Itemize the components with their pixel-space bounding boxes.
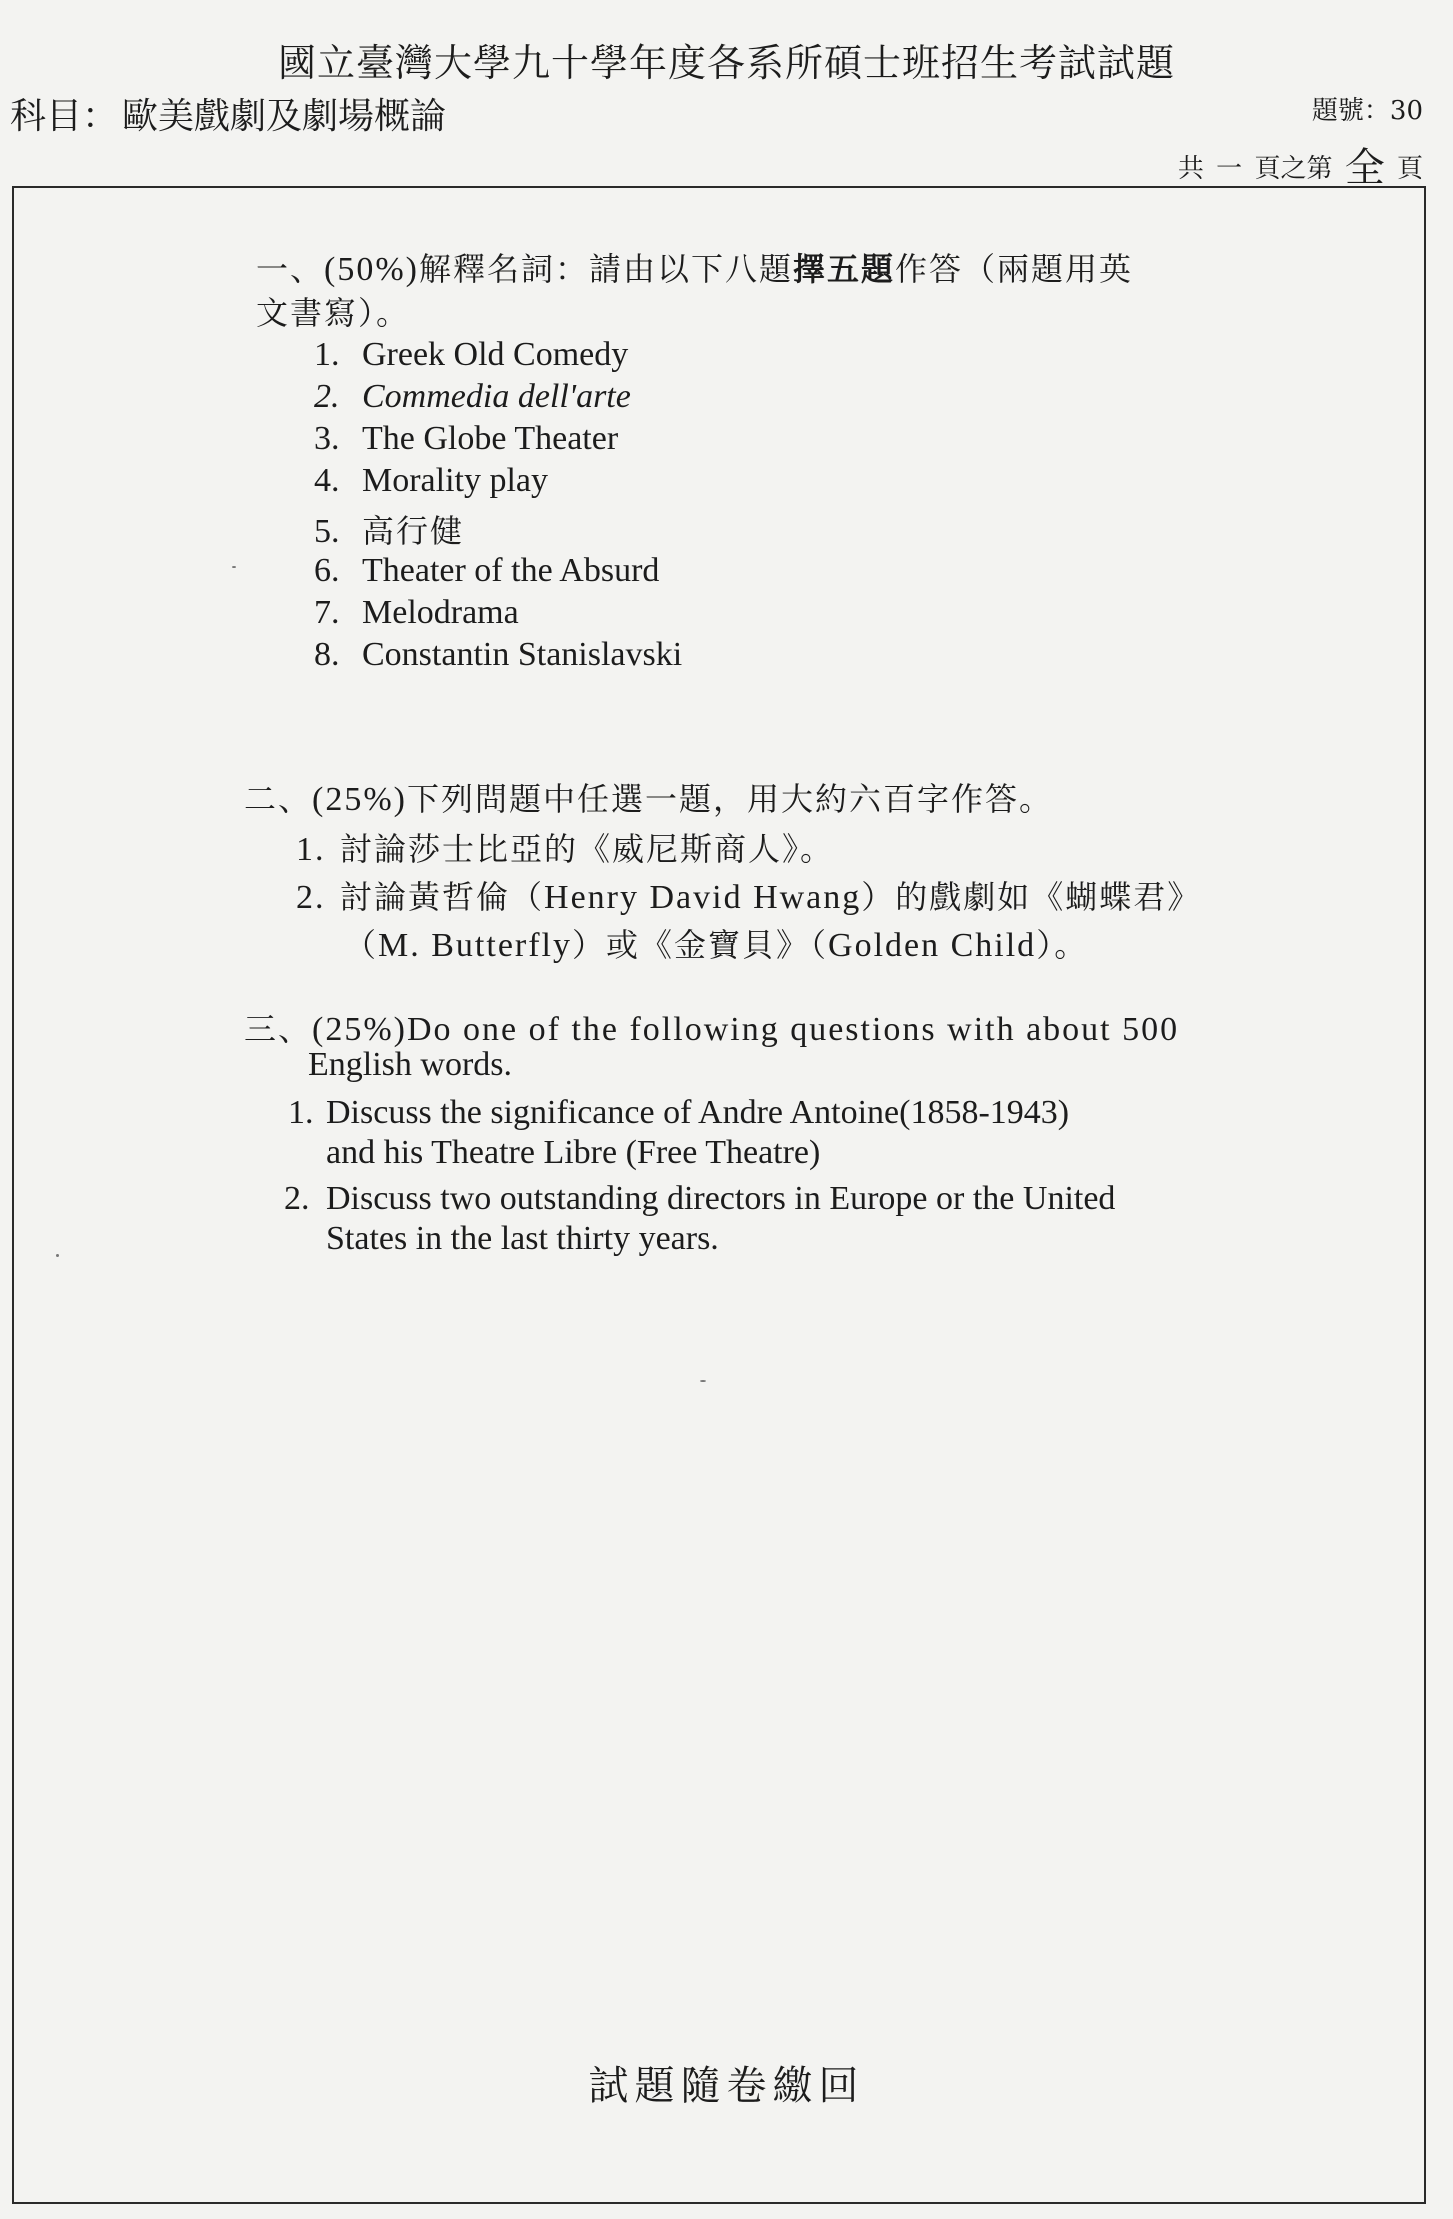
footer-note: 試題隨卷繳回 [588,2063,865,2109]
item-text: Greek Old Comedy [362,336,629,373]
question-text-en3: Golden Child [828,927,1037,964]
question-text: Discuss the significance of Andre Antoine(1858-1943) [326,1094,1070,1131]
question-text-e: ）。 [1036,926,1089,964]
scan-speck [232,566,236,568]
question-number: 1. [296,831,326,868]
item-number: 7. [314,594,340,631]
section1-instruction-bold: 擇五題 [793,250,896,288]
item-text: Commedia dell'arte [362,378,631,415]
page-info [1178,136,1423,193]
list-item [314,594,519,632]
question-text-en2: M. Butterfly [378,927,572,964]
section2-question-1 [296,824,834,870]
pages-middle: 頁之第 [1254,154,1333,184]
list-item [314,378,631,416]
question-number-value: 30 [1389,96,1423,126]
section1-instruction-b: 作答（兩題用英 [895,250,1134,288]
section2-percent: (25%) [312,781,407,818]
item-text: Constantin Stanislavski [362,636,683,673]
question-text-a: 討論黃哲倫（ [340,878,545,916]
item-number: 2. [314,378,340,415]
item-text: Melodrama [362,594,519,631]
section3-question-2 [284,1180,1115,1218]
pages-prefix: 共 [1177,154,1204,184]
question-number: 1. [288,1094,314,1131]
section3-marker: 三、 [244,1010,313,1048]
pages-count: 一 [1216,154,1243,184]
section2-question-2 [296,872,1201,918]
item-text: Morality play [362,462,549,499]
pages-suffix: 頁 [1396,154,1423,184]
section1-instruction-a: 解釋名詞：請由以下八題 [418,250,793,288]
section3-question-1-line2: and his Theatre Libre (Free Theatre) [326,1134,821,1171]
section3-question-1 [288,1094,1069,1132]
section3-question-2-line2: States in the last thirty years. [326,1220,719,1257]
question-text: Discuss two outstanding directors in Europe or the United [326,1180,1116,1217]
item-number: 6. [314,552,340,589]
question-text-b: ）的戲劇如《蝴蝶君》 [861,878,1202,916]
scan-speck [700,1380,706,1382]
section2-question-2-line2 [344,920,1088,966]
scan-speck [56,1254,59,1257]
exam-title: 國立臺灣大學九十學年度各系所碩士班招生考試試題 [277,41,1175,85]
question-number [1312,90,1423,127]
list-item [314,420,618,458]
section1-percent: (50%) [324,251,419,288]
question-text: 討論莎士比亞的《威尼斯商人》。 [340,830,835,868]
section1-marker: 一、 [256,250,325,288]
section3-line2: English words. [308,1046,512,1083]
subject-label: 科目： [10,96,119,137]
section1-heading [256,244,1133,290]
item-text: Theater of the Absurd [362,552,660,589]
item-text: The Globe Theater [362,420,619,457]
list-item [314,462,548,500]
list-item [314,552,659,590]
section3-line1: Do one of the following questions with about 500 [406,1011,1180,1048]
item-number: 1. [314,336,340,373]
question-text-d: ）或《金寶貝》（ [572,926,829,964]
question-number: 2. [284,1180,310,1217]
section2-instruction: 下列問題中任選一題，用大約六百字作答。 [406,780,1053,818]
section3-heading [244,1004,1179,1050]
list-item [314,636,682,674]
pages-which: 全 [1344,145,1385,191]
item-text: 高行健 [362,512,465,550]
subject-name: 歐美戲劇及劇場概論 [122,96,447,137]
question-number: 2. [296,879,326,916]
question-text-c: （ [344,926,379,964]
question-number-label: 題號： [1311,96,1390,126]
list-item [314,506,464,552]
section3-percent: (25%) [312,1011,407,1048]
item-number: 4. [314,462,340,499]
item-number: 8. [314,636,340,673]
item-number: 3. [314,420,340,457]
section2-heading [244,774,1053,820]
section2-marker: 二、 [244,780,313,818]
subject-row [10,88,446,139]
section1-heading-line2: 文書寫）。 [256,294,411,332]
question-text-en1: Henry David Hwang [544,879,862,916]
list-item [314,336,628,374]
item-number: 5. [314,513,340,550]
